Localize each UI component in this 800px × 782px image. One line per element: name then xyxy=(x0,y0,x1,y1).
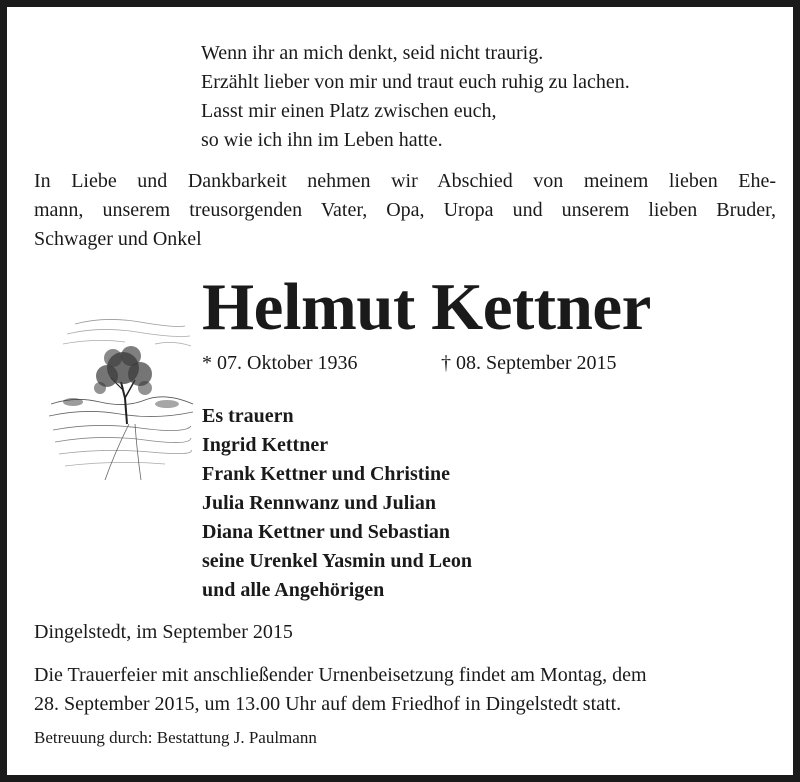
farewell-line: mann, unserem treusorgenden Vater, Opa, Uropa und unserem lieben Bruder, xyxy=(34,199,776,221)
deceased-name: Helmut Kettner xyxy=(202,270,651,344)
place-and-date: Dingelstedt, im September 2015 xyxy=(34,621,293,643)
funeral-service-info xyxy=(34,661,647,719)
farewell-text xyxy=(34,167,776,254)
birth-date: * 07. Oktober 1936 xyxy=(202,352,358,374)
poem-line: Wenn ihr an mich denkt, seid nicht traurig. xyxy=(201,42,544,64)
mourner: Julia Rennwanz und Julian xyxy=(202,492,436,514)
poem-line: so wie ich ihn im Leben hatte. xyxy=(201,129,443,151)
tree-landscape-icon xyxy=(45,312,195,480)
mourners-heading: Es trauern xyxy=(202,405,294,427)
mourner: Frank Kettner und Christine xyxy=(202,463,450,485)
service-line: 28. September 2015, um 13.00 Uhr auf dem Friedhof in Dingelstedt statt. xyxy=(34,693,622,715)
mourners-list xyxy=(202,402,472,605)
poem xyxy=(201,39,630,155)
death-date: † 08. September 2015 xyxy=(441,352,617,374)
service-line: Die Trauerfeier mit anschließender Urnenbeisetzung findet am Montag, dem xyxy=(34,664,647,686)
undertaker-credit: Betreuung durch: Bestattung J. Paulmann xyxy=(34,728,317,747)
mourner: seine Urenkel Yasmin und Leon xyxy=(202,550,473,572)
poem-line: Lasst mir einen Platz zwischen euch, xyxy=(201,100,497,122)
mourner: Diana Kettner und Sebastian xyxy=(202,521,451,543)
mourner: und alle Angehörigen xyxy=(202,579,385,601)
farewell-line: Schwager und Onkel xyxy=(34,228,202,250)
poem-line: Erzählt lieber von mir und traut euch ruhig zu lachen. xyxy=(201,71,630,93)
farewell-line: In Liebe und Dankbarkeit nehmen wir Abschied von meinem lieben Ehe- xyxy=(34,170,776,192)
mourner: Ingrid Kettner xyxy=(202,434,329,456)
